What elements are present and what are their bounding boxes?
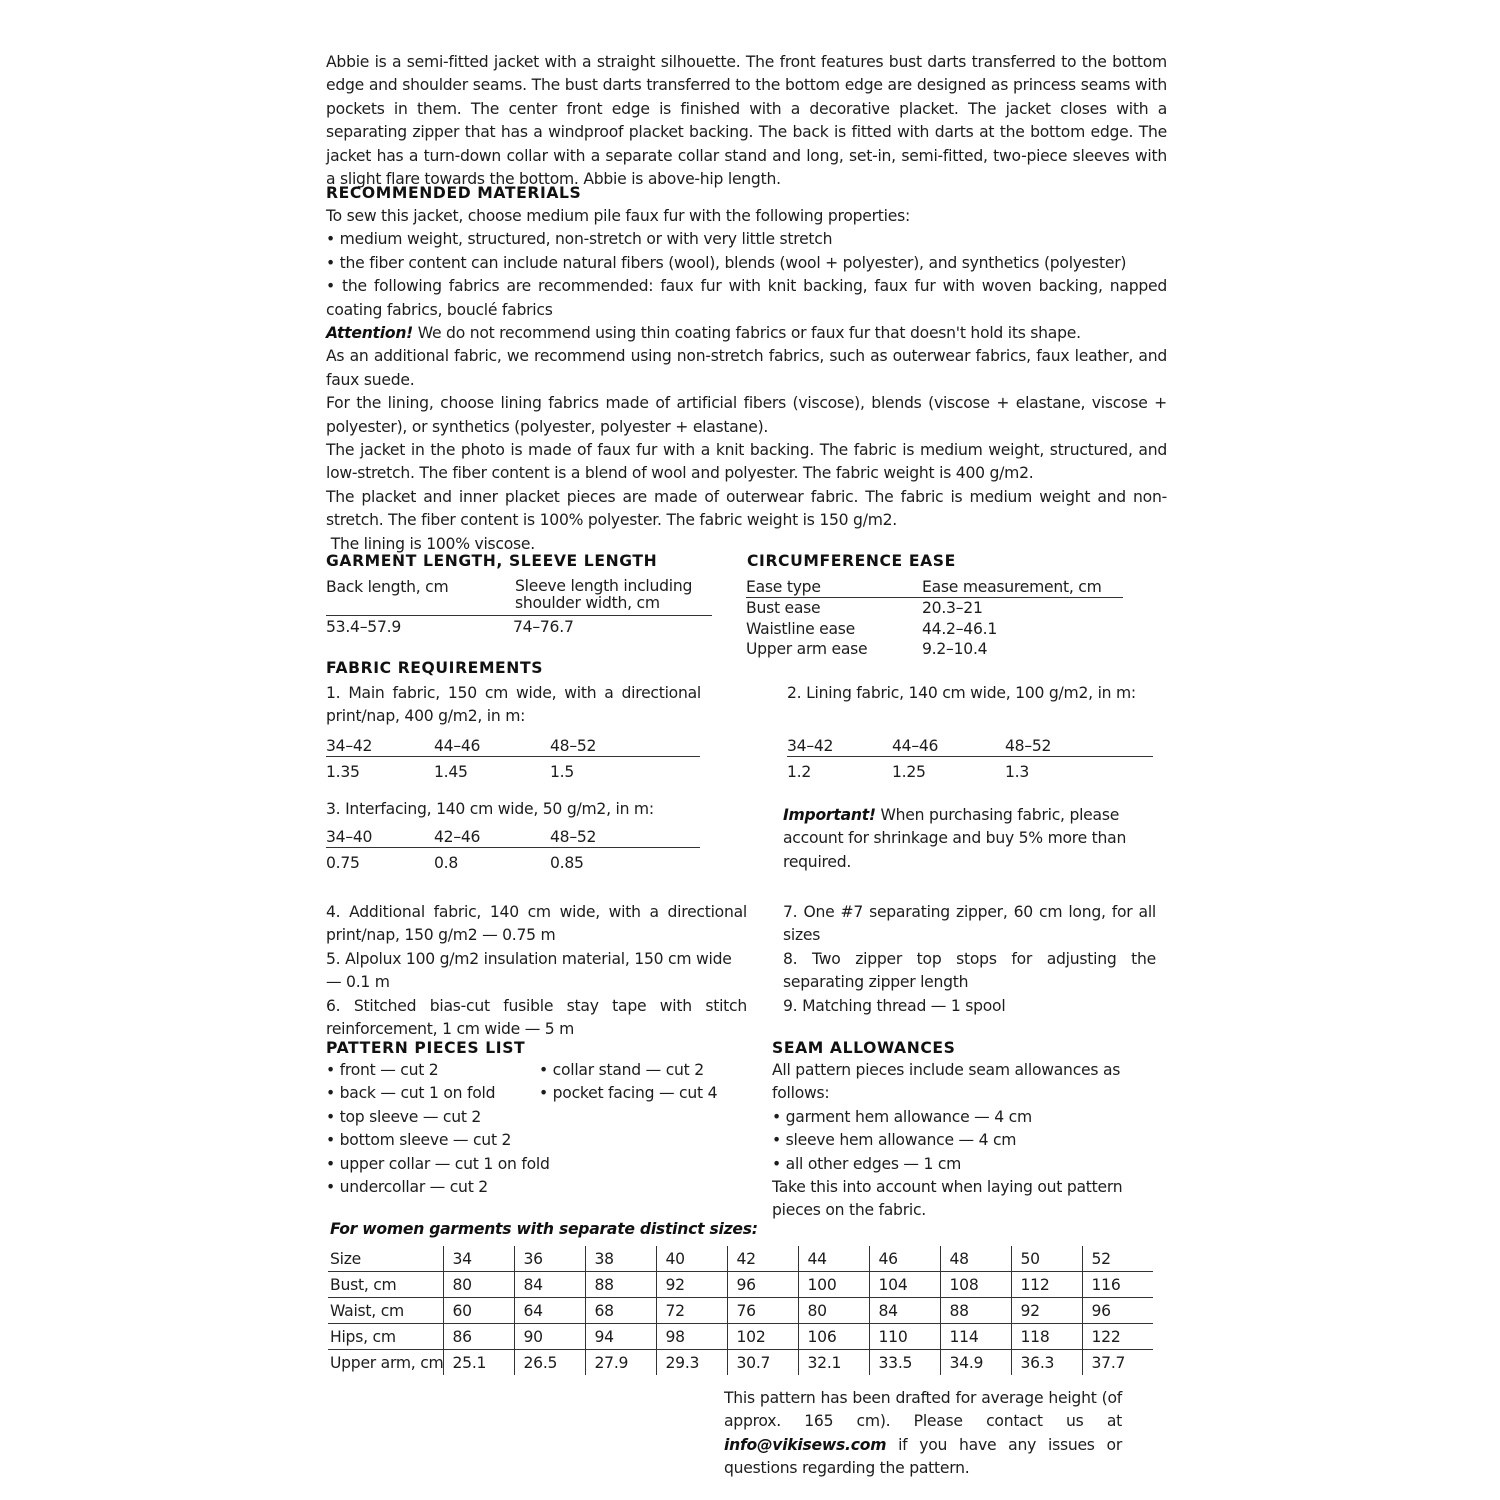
lining-composition-note: The lining is 100% viscose. [326, 534, 535, 553]
table-row [328, 1298, 1153, 1324]
table-row-label: Hips, cm [328, 1324, 444, 1350]
important-note [783, 804, 1155, 874]
ease-value: 9.2–10.4 [922, 640, 988, 658]
footer-note [724, 1387, 1122, 1481]
table-cell: 100 [799, 1272, 870, 1298]
sleeve-length-header [515, 578, 692, 612]
table-cell: 30.7 [728, 1350, 799, 1376]
main-fabric-size: 48–52 [550, 737, 597, 755]
lining-fabric-size: 34–42 [787, 737, 834, 755]
table-cell: 37.7 [1083, 1350, 1154, 1376]
table-cell: 50 [1012, 1246, 1083, 1272]
interfacing-value: 0.85 [550, 854, 584, 872]
table-cell: 92 [1012, 1298, 1083, 1324]
important-text: When purchasing fabric, please account for shrinkage and buy 5% more than required. [783, 806, 1127, 871]
sleeve-length-value: 74–76.7 [513, 618, 574, 636]
table-cell: 88 [941, 1298, 1012, 1324]
notion-item: 4. Additional fabric, 140 cm wide, with a directional print/nap, 150 g/m2 — 0.75 m [326, 903, 747, 945]
table-row [328, 1246, 1153, 1272]
attention-label: Attention! [326, 324, 414, 343]
seam-item: • all other edges — 1 cm [772, 1154, 962, 1173]
seam-allowances-heading: SEAM ALLOWANCES [772, 1039, 956, 1057]
pattern-piece: • top sleeve — cut 2 [326, 1107, 482, 1126]
table-cell: 40 [657, 1246, 728, 1272]
table-cell: 34 [444, 1246, 515, 1272]
ease-type: Waistline ease [746, 620, 856, 638]
size-chart-table [328, 1246, 1153, 1375]
interfacing-rule [326, 847, 700, 848]
seam-allowances-section [772, 1059, 1168, 1223]
main-fabric-title: 1. Main fabric, 150 cm wide, with a directional print/nap, 400 g/m2, in m: [326, 684, 701, 726]
placket-fabric-note: The placket and inner placket pieces are made of outerwear fabric. The fabric is medium weight and non-stretch. The fiber content is 100% polyester. The fabric weight is 150 g/m2. [326, 487, 1167, 530]
table-cell: 36 [515, 1246, 586, 1272]
notions-right [783, 901, 1156, 1018]
notion-item: 8. Two zipper top stops for adjusting the separating zipper length [783, 949, 1156, 992]
seam-item: • garment hem allowance — 4 cm [772, 1107, 1032, 1126]
materials-bullet: • medium weight, structured, non-stretch or with very little stretch [326, 230, 833, 249]
garment-length-rule [326, 615, 712, 616]
back-length-value: 53.4–57.9 [326, 618, 401, 636]
table-cell: 25.1 [444, 1350, 515, 1376]
table-cell: 92 [657, 1272, 728, 1298]
main-fabric-value: 1.45 [434, 763, 468, 781]
pattern-piece: • back — cut 1 on fold [326, 1084, 496, 1103]
table-row-label: Size [328, 1246, 444, 1272]
materials-heading: RECOMMENDED MATERIALS [326, 184, 582, 202]
circumference-rule [746, 597, 1123, 598]
intro-paragraph: Abbie is a semi-fitted jacket with a straight silhouette. The front features bust darts transferred to the bottom edge and shoulder seams. The bust darts transferred to the bottom edge are designed as princess seams with pockets in them. The center front edge is finished with a decorative placket. The jacket closes with a separating zipper that has a windproof placket backing. The back is fitted with darts at the bottom edge. The jacket has a turn-down collar with a separate collar stand and long, set-in, semi-fitted, two-piece sleeves with a slight flare towards the bottom. Abbie is above-hip length. [326, 53, 1167, 189]
notion-item: 6. Stitched bias-cut fusible stay tape with stitch reinforcement, 1 cm wide — 5 m [326, 996, 747, 1039]
table-cell: 86 [444, 1324, 515, 1350]
table-cell: 96 [728, 1272, 799, 1298]
interfacing-size: 48–52 [550, 828, 597, 846]
table-cell: 102 [728, 1324, 799, 1350]
table-cell: 104 [870, 1272, 941, 1298]
interfacing-title: 3. Interfacing, 140 cm wide, 50 g/m2, in m: [326, 800, 654, 818]
seam-note: Take this into account when laying out pattern pieces on the fabric. [772, 1178, 1123, 1220]
table-cell: 46 [870, 1246, 941, 1272]
table-row [328, 1272, 1153, 1298]
pattern-piece: • pocket facing — cut 4 [539, 1084, 718, 1103]
table-cell: 90 [515, 1324, 586, 1350]
table-cell: 52 [1083, 1246, 1154, 1272]
pattern-piece: • upper collar — cut 1 on fold [326, 1154, 550, 1173]
table-cell: 80 [799, 1298, 870, 1324]
ease-value: 44.2–46.1 [922, 620, 997, 638]
table-cell: 84 [515, 1272, 586, 1298]
important-label: Important! [783, 806, 876, 824]
table-row [328, 1350, 1153, 1376]
table-cell: 72 [657, 1298, 728, 1324]
table-cell: 76 [728, 1298, 799, 1324]
pattern-pieces-col2 [539, 1059, 739, 1106]
interfacing-value: 0.75 [326, 854, 360, 872]
pattern-piece: • bottom sleeve — cut 2 [326, 1131, 512, 1150]
pattern-piece: • undercollar — cut 2 [326, 1178, 488, 1197]
table-cell: 94 [586, 1324, 657, 1350]
table-row-label: Upper arm, cm [330, 1353, 444, 1372]
lining-fabric-value: 1.3 [1005, 763, 1030, 781]
table-cell: 36.3 [1012, 1350, 1083, 1376]
main-fabric-size: 34–42 [326, 737, 373, 755]
table-cell: 29.3 [657, 1350, 728, 1376]
table-cell: 116 [1083, 1272, 1154, 1298]
table-cell: 68 [586, 1298, 657, 1324]
materials-bullet: • the fiber content can include natural fibers (wool), blends (wool + polyester), and synthetics (polyester) [326, 253, 1127, 272]
main-fabric-value: 1.5 [550, 763, 575, 781]
table-cell: 112 [1012, 1272, 1083, 1298]
footer-text: This pattern has been drafted for average height (of approx. 165 cm). Please contact us at [724, 1389, 1122, 1431]
pattern-pieces-col1 [326, 1059, 550, 1199]
table-cell: 84 [870, 1298, 941, 1324]
table-cell: 60 [444, 1298, 515, 1324]
table-cell: 96 [1083, 1298, 1154, 1324]
table-row-label: Waist, cm [328, 1298, 444, 1324]
table-row-label: Bust, cm [328, 1272, 444, 1298]
main-fabric-value: 1.35 [326, 763, 360, 781]
table-cell: 32.1 [799, 1350, 870, 1376]
table-cell: 80 [444, 1272, 515, 1298]
ease-type: Upper arm ease [746, 640, 868, 658]
interfacing-size: 42–46 [434, 828, 481, 846]
lining-note: For the lining, choose lining fabrics made of artificial fibers (viscose), blends (viscose + elastane, viscose + polyester), or synthetics (polyester, polyester + elastane). [326, 394, 1167, 436]
table-cell: 106 [799, 1324, 870, 1350]
lining-fabric-title: 2. Lining fabric, 140 cm wide, 100 g/m2, in m: [787, 684, 1136, 702]
back-length-header: Back length, cm [326, 578, 449, 596]
notion-item: 7. One #7 separating zipper, 60 cm long, for all sizes [783, 903, 1156, 945]
additional-fabric-note: As an additional fabric, we recommend using non-stretch fabrics, such as outerwear fabrics, faux leather, and faux suede. [326, 347, 1167, 389]
attention-text: We do not recommend using thin coating fabrics or faux fur that doesn't hold its shape. [413, 324, 1081, 343]
table-cell: 114 [941, 1324, 1012, 1350]
table-cell: 98 [657, 1324, 728, 1350]
table-cell: 38 [586, 1246, 657, 1272]
interfacing-value: 0.8 [434, 854, 459, 872]
seam-item: • sleeve hem allowance — 4 cm [772, 1131, 1017, 1150]
attention-note [326, 322, 1167, 345]
footer-text: if you have any issues or questions regarding the pattern. [724, 1435, 1122, 1478]
ease-value: 20.3–21 [922, 599, 983, 617]
table-cell: 110 [870, 1324, 941, 1350]
table-cell: 108 [941, 1272, 1012, 1298]
ease-measurement-header: Ease measurement, cm [922, 578, 1102, 596]
table-cell: 118 [1012, 1324, 1083, 1350]
pattern-piece: • front — cut 2 [326, 1061, 439, 1079]
table-row [328, 1324, 1153, 1350]
table-cell: 88 [586, 1272, 657, 1298]
ease-type: Bust ease [746, 599, 821, 617]
garment-length-heading: GARMENT LENGTH, SLEEVE LENGTH [326, 552, 658, 570]
lining-fabric-size: 48–52 [1005, 737, 1052, 755]
contact-email-link[interactable]: info@vikisews.com [724, 1435, 887, 1454]
materials-lead: To sew this jacket, choose medium pile faux fur with the following properties: [326, 207, 910, 225]
photo-fabric-note: The jacket in the photo is made of faux fur with a knit backing. The fabric is medium weight, structured, and low-stretch. The fiber content is a blend of wool and polyester. The fabric weight is 400 g/m2. [326, 441, 1167, 483]
size-chart-title: For women garments with separate distinct sizes: [330, 1220, 758, 1238]
notions-left [326, 901, 747, 1041]
table-cell: 34.9 [941, 1350, 1012, 1376]
lining-fabric-rule [787, 756, 1153, 757]
main-fabric-rule [326, 756, 700, 757]
lining-fabric-value: 1.2 [787, 763, 812, 781]
pattern-piece: • collar stand — cut 2 [539, 1061, 704, 1079]
table-cell: 26.5 [515, 1350, 586, 1376]
table-cell: 44 [799, 1246, 870, 1272]
ease-type-header: Ease type [746, 578, 821, 596]
sleeve-length-header-line: shoulder width, cm [515, 594, 660, 612]
table-cell: 64 [515, 1298, 586, 1324]
lining-fabric-value: 1.25 [892, 763, 926, 781]
pattern-pieces-heading: PATTERN PIECES LIST [326, 1039, 526, 1057]
materials-bullet: • the following fabrics are recommended: faux fur with knit backing, faux fur with woven backing, napped coating fabrics, bouclé fabrics [326, 277, 1167, 319]
seam-lead: All pattern pieces include seam allowances as follows: [772, 1061, 1121, 1103]
table-cell: 48 [941, 1246, 1012, 1272]
main-fabric-size: 44–46 [434, 737, 481, 755]
materials-section [326, 205, 1167, 556]
table-cell: 122 [1083, 1324, 1154, 1350]
fabric-requirements-heading: FABRIC REQUIREMENTS [326, 659, 544, 677]
sleeve-length-header-line: Sleeve length including [515, 577, 693, 595]
interfacing-size: 34–40 [326, 828, 373, 846]
table-cell: 42 [728, 1246, 799, 1272]
notion-item: 9. Matching thread — 1 spool [783, 996, 1006, 1015]
notion-item: 5. Alpolux 100 g/m2 insulation material, 150 cm wide — 0.1 m [326, 949, 732, 992]
circumference-heading: CIRCUMFERENCE EASE [747, 552, 956, 570]
table-cell: 27.9 [586, 1350, 657, 1376]
table-cell: 33.5 [870, 1350, 941, 1376]
lining-fabric-size: 44–46 [892, 737, 939, 755]
